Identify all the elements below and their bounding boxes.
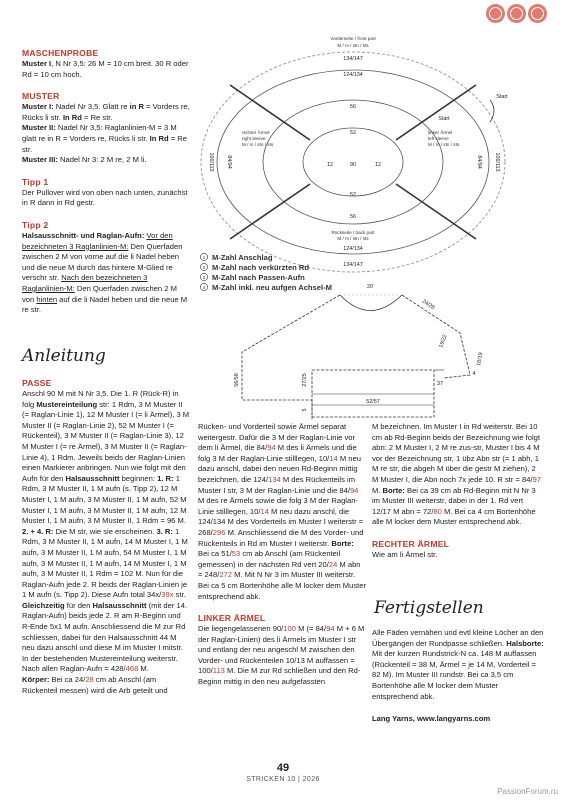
section-muster-title: MUSTER [22, 91, 60, 102]
middle-column [198, 422, 366, 688]
legend [200, 253, 332, 292]
maschenprobe-text: Muster I, N Nr 3,5: 26 M = 10 cm breit. 30 R oder Rd = 10 cm hoch. [22, 59, 189, 79]
tipp-1-text: Der Pullover wird von oben nach unten, zunächst in R dann in Rd gestr. [22, 187, 188, 208]
sweater-schematic [234, 284, 484, 420]
left-sleeve-sub: M / m / stn / sts [428, 142, 460, 147]
rechter-aermel-text: Wie am li Ärmel str. [372, 549, 438, 559]
m-52-57: 52/57 [366, 399, 380, 405]
muster-1-text: Muster I: Nadel Nr 3,5. Glatt re in R = Vorders re, Rücks li str. In Rd = Re str. [22, 102, 190, 122]
tipp-2-text: Halsausschnitt- und Raglan-Aufn: Vor den bezeichneten 3 Raglanlinien-M: Den Querfaden zwischen 2 M von vorne auf die li Nadel heben und die neue M durch das hintere M-Glied re verschr str. Nach den bezeichneten 3 Raglanlinien-M: Den Querfaden zwischen 2 M von hinten auf die li Nadel heben und die neue M re str. [22, 230, 188, 315]
tipp-2-title: Tipp 2 [22, 219, 49, 230]
middle-text: Rücken- und Vorderteil sowie Ärmel separat weitergestr. Dafür die 3 M der Raglan-Linie vor dem li Ärmel, die 84/94 M des li Ärmels und die folg 3 M der Raglan-Linie stilllegen, 10/14 M neu dazu anschl, dabei den neuen Rd-Beginn mittig bezeichnen, die 124/134 M des Rückenteils im Muster I str, 3 M der Raglan-Linie und die 84/94 M des re Ärmels sowie die folg 3 M der Raglan-Linie stilllegen, 10/14 M neu dazu anschl, die 124/134 M des Vorderteils im Muster I weiterstr = 268/296 M. Anschliessend die M des Vorder- und Rückenteils in Rd im Muster I weiterstr. Borte: Bei ca 51/53 cm ab Anschl (am Rückenteil gemessen) in der nächsten Rd vert 20/24 M abn = 248/272 M. Mit N Nr 3 im Muster III weiterstr. Bei ca 5 cm Bortenhöhe alle M locker dem Muster entsprechend abk. [198, 422, 366, 601]
muster-2-text: Muster II: Nadel Nr 3,5: Raglanlinien-M = 3 M glatt re in R = Vorders re, Rücks li str. In Rd = Re str. [22, 123, 188, 154]
start-arrow-label: Start [496, 94, 508, 100]
right-sleeve-en: right sleeve [242, 136, 266, 141]
start-label: Start [438, 116, 450, 122]
passe-section [22, 378, 190, 696]
linker-aermel-title: LINKER ÄRMEL [198, 613, 266, 624]
n-12-right: 12 [375, 162, 381, 168]
legend-item: M-Zahl nach Passen-Aufn [212, 273, 305, 282]
anleitung-heading: Anleitung [22, 346, 106, 366]
right-sleeve-sub: M / m / stn / sts [242, 142, 274, 147]
legend-item: M-Zahl inkl. neu aufgen Achsel-M [212, 283, 332, 292]
n-84-94-right: 84/94 [476, 155, 482, 169]
n-52-bottom: 52 [350, 192, 356, 198]
m-37: 37 [437, 381, 443, 387]
n-90-center: 90 [350, 162, 356, 168]
passe-text: Anschl 90 M mit N Nr 3,5. Die 1. R (Rück-R) in folg Mustereinteilung str: 1 Rdm, 3 M Muster II (= Raglan-Linie 1), 12 M Muster I (= li Ärmel), 3 M Muster II (= Raglan-Linie 2), 52 M Muster I (= Rückenteil), 3 M Muster II (= Raglan-Linie 3), 12 M Muster I (= re Ärmel), 3 M Muster II (= Raglan-Linie 4), 1 Rdm. Jeweils beids der Raglan-Linien einen Markierer anbringen. Nun wie folgt mit den Aufn für den Halsausschnitt beginnen: 1. R: 1 Rdm, 3 M Muster II, 1 M aufn (s. Tipp 2), 12 M Muster I, 1 M aufn, 3 M Muster II, 1 M aufn, 52 M Muster I, 1 M aufn, 3 M Muster II, 1 M aufn, 12 M Muster I, 1 M aufn, 3 M Muster II, 1 Rdm = 96 M. 2. + 4. R: Die M str, wie sie erscheinen. 3. R: 1 Rdm, 3 M Muster II, 1 M aufn, 14 M Muster I, 1 M aufn, 3 M Muster II, 1 M aufn, 54 M Muster I, 1 M aufn, 3 M Muster II, 1 M aufn, 14 M Muster I, 1 M aufn, 3 M Muster II, 1 Rdm = 102 M. Nun für die Raglan-Aufn jede 2. R beids der Raglan-Linien je 1 M aufn (s. Tipp 2). Diese Aufn total 34x/39x str. Gleichzeitig für den Halsausschnitt (mit der 14. Raglan-Aufn) beids jede 2. R am R-Beginn und R-Ende 5x1 M aufn. Anschliessend die M zur Rd schliessen, dabei für den Halsausschnitt 44 M neu dazu anschl und diese M im Muster I mitstr. In der bestehenden Mustereinteilung weiterstr. Nach allen Raglan-Aufn = 428/468 M. Körper: Bei ca 24/28 cm ab Anschl (am Rückenteil messen) wird die Arb geteilt und [22, 389, 190, 695]
svg-text:1: 1 [202, 255, 206, 260]
m-19-22: 19/22 [438, 333, 449, 349]
svg-text:2: 2 [202, 265, 206, 270]
fertigstellen-heading: Fertigstellen [374, 598, 484, 618]
page-number: 49 [276, 762, 290, 774]
n-124-134-bottom: 124/134 [343, 246, 363, 252]
left-column-top [22, 48, 190, 316]
n-56-bottom: 56 [350, 214, 356, 220]
m-5: 5 [302, 408, 308, 412]
schematic-diagram [190, 30, 560, 420]
right-column [372, 422, 544, 561]
front-label: Vorderseite / front part [330, 36, 376, 41]
n-124-134-top: 124/134 [343, 72, 363, 78]
linker-aermel-text: Die liegengelassenen 90/100 M (= 84/94 M + 6 M der Raglan-Linien) des li Ärmels im Muster I str und entlang der neu angeschl M zwischen den Vorder- und Rückenteilen 10/13 M auffassen = 100/113 M. Die M zur Rd schließen und den Rd-Beginn mittig in den neu aufgefassten [198, 624, 365, 687]
magazine-name: STRICKEN 10 | 2026 [246, 776, 320, 783]
m-4: 4 [472, 371, 476, 377]
right-sleeve-label: rechter Ärmel [242, 130, 270, 135]
m-24-28: 24/28 [420, 298, 436, 312]
n-84-94-left: 84/94 [226, 155, 232, 169]
n-52-top: 52 [350, 130, 356, 136]
legend-item: M-Zahl Anschlag [212, 253, 273, 262]
n-100-113-left: 100/113 [208, 152, 214, 172]
tipp-1-title: Tipp 1 [22, 176, 49, 187]
watermark: PassionForum.ru [497, 787, 558, 796]
n-134-147-bottom: 134/147 [343, 262, 363, 268]
right-text: M bezeichnen. Im Muster I in Rd weiterstr. Bei 10 cm ab Rd-Beginn beids der Bezeichnung wie folgt abn: 2 M Muster I, 2 M re zus-str, Muster I bis 4 M vor der Bezeichnung str, 1 übz Abn str (= 1 abh, 1 M re str, die abgeh M über die gestr M ziehen), 2 M Muster I, die Abn noch 7x jede 10. R str = 84/97 M. Borte: Bei ca 39 cm ab Rd-Beginn mit N Nr 3 im Muster III weiterstr, dabei in der 1. Rd vert 12/17 M abn = 72/80 M. Bei ca 4 cm Bortenhöhe alle M locker dem Muster entsprechend abk. [372, 422, 542, 527]
muster-3-text: Muster III: Nadel Nr 3: 2 M re, 2 M li. [22, 155, 147, 165]
front-sub: M / m / stn / sts [337, 43, 369, 48]
back-sub: M / m / stn / sts [337, 236, 369, 241]
m-20: 20 [367, 284, 373, 290]
svg-text:4: 4 [202, 285, 206, 290]
n-56-top: 56 [350, 104, 356, 110]
m-27-25: 27/25 [302, 373, 308, 387]
credit: Lang Yarns, www.langyarns.com [372, 714, 491, 724]
m-16-19: 16/19 [476, 352, 485, 367]
fertigstellen-section [372, 628, 544, 725]
n-12-left: 12 [327, 162, 333, 168]
left-sleeve-label: linker Ärmel [428, 130, 453, 135]
n-134-147-top: 134/147 [343, 56, 363, 62]
yarn-ball-icon [528, 4, 547, 23]
section-maschenprobe-title: MASCHENPROBE [22, 48, 99, 58]
left-sleeve-en: left sleeve [428, 136, 449, 141]
yarn-ball-icon [507, 4, 526, 23]
passe-title: PASSE [22, 378, 52, 388]
m-56-58: 56/58 [234, 373, 240, 387]
fertigstellen-text: Alle Fäden vernähen und evtl kleine Löcher an den Übergängen der Rundpasse schließen. Halsborte: Mit der kurzen Rundstrick-N ca. 148 M auffassen (Rückenteil = 38 M, Ärmel = je 14 M, Vorderteil = 82 M). Im Muster III rundstr. Bei ca 3,5 cm Bortenhöhe alle M locker dem Muster entsprechend abk. [372, 628, 544, 701]
legend-item: M-Zahl nach verkürzten Rd [212, 263, 310, 272]
yarn-ball-icon [486, 4, 505, 23]
back-label: Rückseite / back part [331, 230, 375, 235]
svg-text:3: 3 [202, 275, 206, 280]
n-100-113-right: 100/113 [494, 152, 500, 172]
rechter-aermel-title: RECHTER ÄRMEL [372, 538, 450, 549]
